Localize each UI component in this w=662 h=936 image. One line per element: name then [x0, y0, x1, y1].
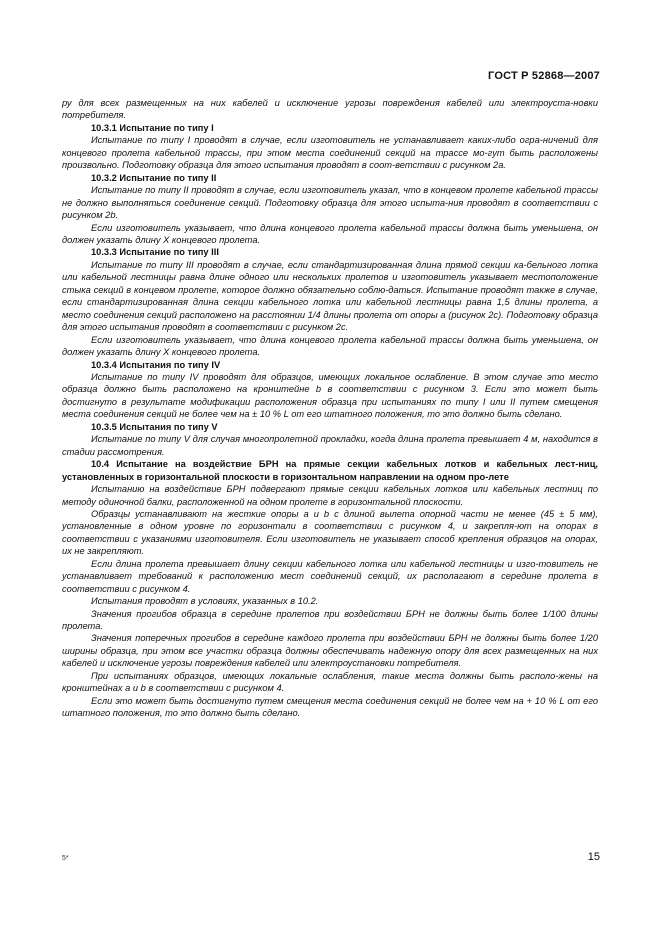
- paragraph: Если это может быть достигнуто путем смещения места соединения секций не более чем на + 10 % L от его штатного положения, то это должно быть сделано.: [62, 695, 598, 719]
- paragraph: Если изготовитель указывает, что длина концевого пролета кабельной трассы должна быть уменьшена, он должен указать длину X концевого пролета.: [62, 222, 598, 245]
- paragraph: Испытания проводят в условиях, указанных в 10.2.: [91, 596, 319, 607]
- section-heading-10-4: 10.4 Испытание на воздействие БРН на прямые секции кабельных лотков и кабельных лест-ниц, установленных в горизонтальной плоскости в горизонтальном направлении на одном про-лете: [62, 459, 598, 482]
- document-header: ГОСТ Р 52868—2007: [488, 70, 600, 82]
- section-heading-10-3-4: 10.3.4 Испытания по типу IV: [91, 359, 221, 370]
- paragraph: Испытание по типу I проводят в случае, если изготовитель не устанавливает каких-либо огра-ничений для концевого пролета кабельной трассы, при этом места соединений секций на трассе мо-гут быть расположены произвольно. Подготовку образца для этого испытания проводят в соот-ветствии с рисунком 2а.: [62, 135, 598, 171]
- paragraph: Значения поперечных прогибов в середине каждого пролета при воздействии БРН не должны быть более 1/20 ширины образца, при этом все участки образца должны обеспечивать надежную опору для всех размещенных на них кабелей и исключение угрозы повреждения кабелей или электроустановки потребителя.: [62, 633, 598, 669]
- paragraph: Если длина пролета превышает длину секции кабельного лотка или кабельной лестницы и изго-товитель не устанавливает требований к расположению мест соединений секций, их располагают в середине пролета в соответствии с рисунком 4.: [62, 558, 598, 594]
- paragraph: Испытание по типу IV проводят для образцов, имеющих локальное ослабление. В этом случае это место образца должно быть расположено на кронштейне b в соответствии с рисунком 3. Если это может быть достигнуто в результате модификации расположения образца при испытаниях по типу I или II путем смещения места соединения секций не более чем на ± 10 % L от его штатного положения, то это должно быть сделано.: [62, 371, 598, 420]
- paragraph: Значения прогибов образца в середине пролетов при воздействии БРН не должны быть более 1/100 длины пролета.: [62, 608, 598, 632]
- page-number: 15: [587, 851, 600, 863]
- section-heading-10-3-2: 10.3.2 Испытание по типу II: [91, 172, 217, 183]
- paragraph: Испытание по типу V для случая многопролетной прокладки, когда длина пролета превышает 4 м, находится в стадии рассмотрения.: [62, 434, 598, 457]
- document-body: [62, 97, 598, 720]
- paragraph: Если изготовитель указывает, что длина концевого пролета кабельной трассы должна быть уменьшена, он должен указать длину X концевого пролета.: [62, 334, 598, 358]
- section-heading-10-3-1: 10.3.1 Испытание по типу I: [91, 122, 214, 133]
- paragraph-continuation: ру для всех размещенных на них кабелей и исключение угрозы повреждения кабелей или электроуста-новки потребителя.: [62, 98, 598, 121]
- paragraph: Испытание по типу III проводят в случае, если стандартизированная длина прямой секции ка-бельного лотка или кабельной лестницы равна длине одного или нескольких пролетов и изготовитель указывает местоположение стыка секций в концевом пролете, которое должно обязательно соблю-даться. Испытание проводят также в случае, если стандартизированная длина секции кабельного лотка или кабельной лестницы равна 1,5 длины пролета, а место соединения секций расположено на расстоянии 1/4 длины пролета от опоры a (рисунок 2c). Подготовку образца для этого испытания проводят в соответствии с рисунком 2c.: [62, 259, 598, 333]
- section-heading-10-3-5: 10.3.5 Испытания по типу V: [91, 421, 218, 432]
- paragraph: При испытаниях образцов, имеющих локальные ослабления, такие места должны быть располо-жены на кронштейнах a и b в соответствии с рисунком 4.: [62, 670, 598, 694]
- paragraph: Образцы устанавливают на жесткие опоры a и b с длиной вылета опорной части не менее (45 ± 5 мм), установленные в одном уровне по горизонтали в соответствии с рисунком 4, и закрепля-ют на опорах в соответствии с указаниями изготовителя. Если изготовитель не указывает способ крепления образцов на опорах, их не закрепляют.: [62, 508, 598, 557]
- paragraph: Испытанию на воздействие БРН подвергают прямые секции кабельных лотков или кабельных лестниц по методу одиночной балки, расположенной на одном пролете в горизонтальной плоскости.: [62, 484, 598, 507]
- sheet-mark: 5*: [62, 855, 69, 862]
- section-heading-10-3-3: 10.3.3 Испытание по типу III: [91, 247, 219, 258]
- paragraph: Испытание по типу II проводят в случае, если изготовитель указал, что в концевом пролете кабельной трассы не должно выполняться соединение секций. Подготовку образца для этого испыта-ния проводят в соответствии с рисунком 2b.: [62, 185, 598, 221]
